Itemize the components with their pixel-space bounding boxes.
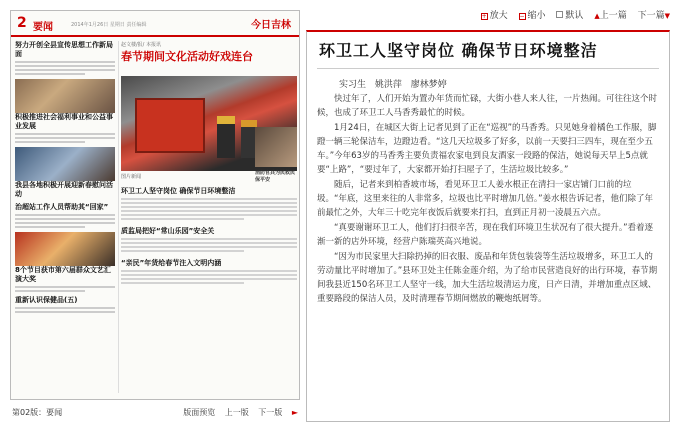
article-link[interactable]: 我县各地积极开展迎新春慰问活动 — [15, 147, 115, 199]
zoom-out-button[interactable]: − 缩小 — [519, 11, 546, 21]
article-link[interactable]: 环卫工人坚守岗位 确保节日环境整洁 — [121, 186, 297, 220]
main-kicker: 赵文楼/报/ 本报讯 — [121, 42, 161, 48]
article-paragraph: “因为市民家里大扫除扔掉的旧衣服、废品和年货包装袋等生活垃圾增多，环卫工人的劳动量比平时增加了。”县环卫处主任陈金莲介绍，为了给市民营造良好的出行环境，春节期间我县近150名环卫工人坚守一线，加大生活垃圾清运力度，日产日清，并增加重点区域、重要路段的保洁人员，及时清理春节期间燃放的鞭炮纸屑等。 — [317, 252, 658, 304]
main-column — [121, 41, 297, 391]
current-page-label: 第02版：要闻 — [12, 408, 63, 417]
triangle-up-icon: ▲ — [594, 12, 600, 20]
page-number: 2 — [17, 15, 27, 31]
article-link[interactable]: 8个节目获市第六届群众文艺汇演大奖 — [15, 232, 115, 292]
next-arrow-icon[interactable]: ► — [291, 408, 298, 417]
article-link[interactable]: “亲民”年货给春节注入文明内涵 — [121, 258, 297, 284]
page-overview-link[interactable]: 版面预览 — [183, 408, 216, 417]
next-page-link[interactable]: 下一版 — [258, 408, 283, 417]
photo-caption: 图片新闻 — [121, 174, 142, 180]
article-paragraph: 随后，记者来到柏香坡市场，看见环卫工人姜水根正在清扫一家店铺门口前的垃圾。“年底，这里来往的人非常多，垃圾也比平时增加几倍。”姜水根告诉记者，他们除了年前最忙之外，大年三十吃完年夜饭后就要来打扫，直到正月初一凌晨五六点。 — [317, 180, 654, 218]
article-paragraph: 快过年了，人们开始为置办年货而忙碌，大街小巷人来人往，一片热闹。可往往这个时候，也成了环卫工人马香秀最忙的时候。 — [317, 94, 658, 118]
default-size-icon — [556, 11, 563, 18]
thumbnail-photo — [15, 232, 115, 266]
page-nav-bar — [10, 404, 300, 420]
newspaper-logo: 今日吉林 — [251, 20, 291, 31]
thumbnail-photo — [15, 147, 115, 181]
zoom-out-icon: − — [519, 13, 525, 20]
article-link[interactable]: 治超站工作人员帮助其“回家” — [15, 203, 115, 228]
side-photo-caption[interactable]: 消防官兵为民救民保平安 — [255, 170, 296, 183]
article-link[interactable]: 努力开创全县宣传思想工作新局面 — [15, 41, 115, 75]
article-title: 环卫工人坚守岗位 确保节日环境整洁 — [317, 40, 659, 69]
triangle-down-icon: ▼ — [664, 12, 670, 20]
article-paragraph: “真要谢谢环卫工人，他们打扫很辛苦，现在我们环境卫生状况有了很大提升。”看着逐渐一新的店外环境，经营户陈瑞英高兴地说。 — [317, 223, 654, 247]
thumbnail-photo — [15, 79, 115, 113]
main-headline-link[interactable]: 春节期间文化活动好戏连台 — [121, 50, 253, 63]
section-name: 要闻 — [33, 22, 53, 33]
article-link[interactable]: 质监局把好“常山乐园”安全关 — [121, 226, 297, 252]
article-byline: 实习生 姚洪萍 廖林梦婷 — [339, 80, 447, 90]
article-body — [317, 92, 659, 306]
next-article-button[interactable]: 下一篇▼ — [637, 11, 670, 21]
default-size-button[interactable]: 默认 — [556, 11, 583, 21]
column-divider — [118, 41, 119, 393]
article-paragraph: 1月24日，在城区大街上记者见到了正在“巡视”的马香秀。只见她身着橘色工作服，脚蹬一辆三轮保洁车，边蹬边看。“这几天垃圾多了好多，以前一天要扫三四车，现在至少五车。”今年63岁的马香秀主要负责福农家电到良友酒家一段路的保洁，她说每天早上5点就要“上路”，“要过年了，大家都开始打扫屋子了，生活垃圾比较多。” — [317, 123, 657, 175]
zoom-in-button[interactable]: + 放大 — [481, 11, 508, 21]
prev-article-button[interactable]: ▲上一篇 — [594, 11, 627, 21]
prev-page-link[interactable]: 上一版 — [224, 408, 249, 417]
article-panel — [306, 30, 670, 422]
article-toolbar — [473, 8, 670, 21]
article-link[interactable]: 积极推进社会福利事业和公益事业发展 — [15, 79, 115, 143]
side-news-photo — [255, 127, 297, 167]
zoom-in-icon: + — [481, 13, 487, 20]
page-header — [11, 11, 299, 37]
dateline: 2014年1月26日 星期日 责任编辑 — [71, 22, 147, 28]
left-column — [15, 41, 115, 391]
newspaper-page-thumbnail[interactable] — [10, 10, 300, 400]
article-link[interactable]: 重新认识保健品(五) — [15, 296, 115, 313]
